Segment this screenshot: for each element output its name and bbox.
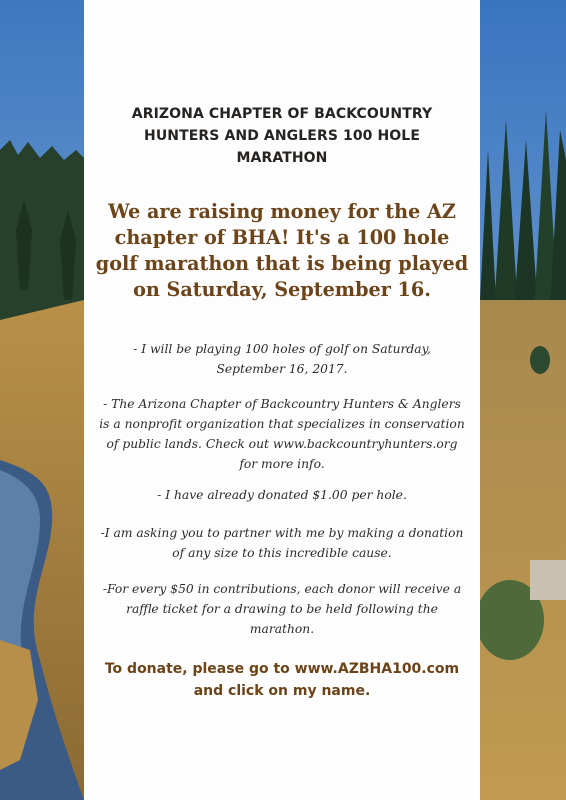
paragraph-date: - I will be playing 100 holes of golf on Saturday, September 16, 2017.	[133, 342, 431, 376]
background-photo-right	[480, 0, 566, 800]
flyer-headline: We are raising money for the AZ chapter of BHA! It's a 100 hole golf marathon that is being played on Saturday, September 16.	[95, 200, 469, 301]
paragraph-organization: - The Arizona Chapter of Backcountry Hunters & Anglers is a nonprofit organization that specializes in conservation of public lands. Check out www.backcountryhunters.org for more info.	[99, 397, 465, 471]
paragraph-ask: -I am asking you to partner with me by making a donation of any size to this incredible cause.	[100, 526, 464, 560]
donate-call-to-action: To donate, please go to www.AZBHA100.com and click on my name.	[104, 661, 460, 699]
paragraph-raffle: -For every $50 in contributions, each donor will receive a raffle ticket for a drawing to be held following the marathon.	[102, 582, 462, 636]
flyer-title: ARIZONA CHAPTER OF BACKCOUNTRY HUNTERS AND ANGLERS 100 HOLE MARATHON	[131, 106, 433, 166]
flyer-panel	[84, 0, 480, 800]
background-photo-left	[0, 0, 84, 800]
paragraph-donation: - I have already donated $1.00 per hole.	[157, 488, 407, 502]
